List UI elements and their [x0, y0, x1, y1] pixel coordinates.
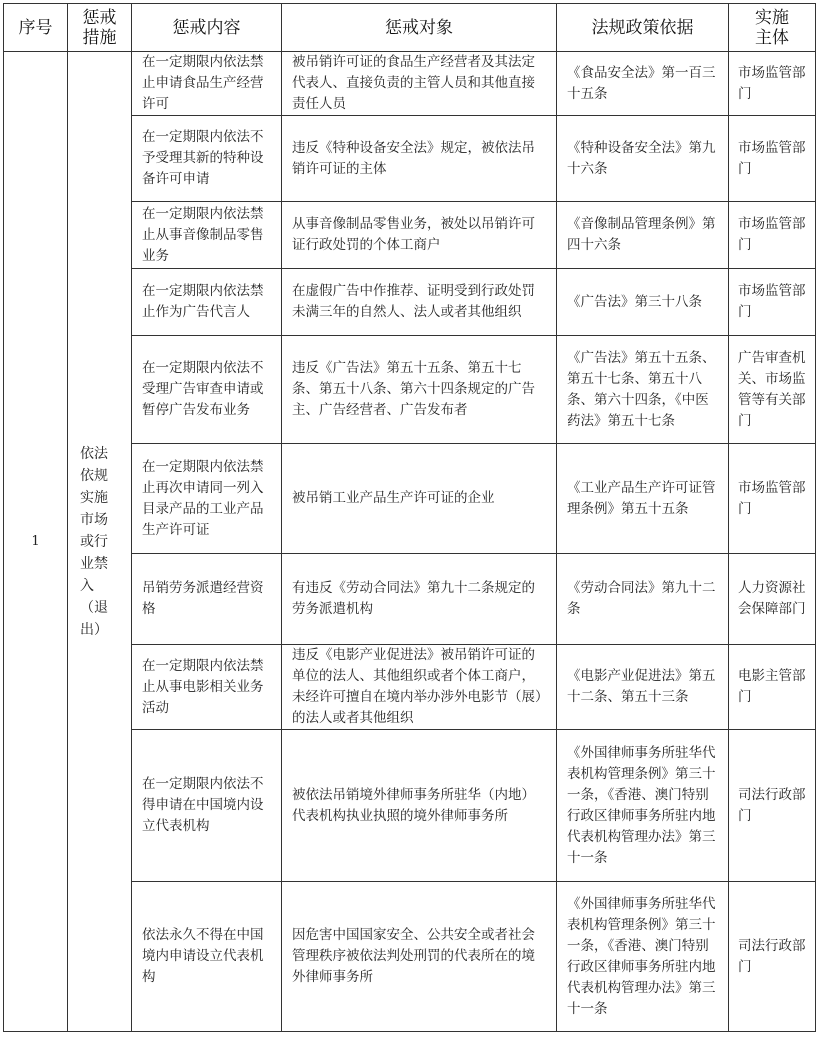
content-cell: 在一定期限内依法禁止作为广告代言人 — [132, 269, 282, 336]
target-cell: 违反《电影产业促进法》被吊销许可证的单位的法人、其他组织或者个体工商户，未经许可擅自在境内举办涉外电影节（展）的法人或者其他组织 — [282, 645, 557, 730]
header-target: 惩戒对象 — [282, 4, 557, 52]
basis-cell: 《工业产品生产许可证管理条例》第五十五条 — [557, 444, 729, 554]
basis-cell: 《广告法》第三十八条 — [557, 269, 729, 336]
subject-cell: 市场监管部门 — [729, 116, 816, 202]
seq-cell: 1 — [4, 52, 68, 1032]
content-cell: 在一定期限内依法禁止申请食品生产经营许可 — [132, 52, 282, 116]
target-cell: 违反《特种设备安全法》规定，被依法吊销许可证的主体 — [282, 116, 557, 202]
sanctions-table — [3, 3, 816, 1032]
subject-cell: 广告审查机关、市场监管等有关部门 — [729, 336, 816, 444]
target-cell: 违反《广告法》第五十五条、第五十七条、第五十八条、第六十四条规定的广告主、广告经营者、广告发布者 — [282, 336, 557, 444]
subject-cell: 人力资源社会保障部门 — [729, 554, 816, 645]
subject-cell: 市场监管部门 — [729, 444, 816, 554]
header-seq: 序号 — [4, 4, 68, 52]
subject-cell: 司法行政部门 — [729, 882, 816, 1032]
target-cell: 被依法吊销境外律师事务所驻华（内地）代表机构执业执照的境外律师事务所 — [282, 730, 557, 882]
basis-cell: 《广告法》第五十五条、第五十七条、第五十八条、第六十四条，《中医药法》第五十七条 — [557, 336, 729, 444]
basis-cell: 《电影产业促进法》第五十二条、第五十三条 — [557, 645, 729, 730]
content-cell: 在一定期限内依法不予受理其新的特种设备许可申请 — [132, 116, 282, 202]
header-basis: 法规政策依据 — [557, 4, 729, 52]
target-cell: 有违反《劳动合同法》第九十二条规定的劳务派遣机构 — [282, 554, 557, 645]
table-row — [4, 52, 816, 116]
basis-cell: 《特种设备安全法》第九十六条 — [557, 116, 729, 202]
target-cell: 被吊销工业产品生产许可证的企业 — [282, 444, 557, 554]
basis-cell: 《外国律师事务所驻华代表机构管理条例》第三十一条，《香港、澳门特别行政区律师事务所驻内地代表机构管理办法》第三十一条 — [557, 730, 729, 882]
content-cell: 在一定期限内依法禁止从事音像制品零售业务 — [132, 202, 282, 269]
target-cell: 因危害中国国家安全、公共安全或者社会管理秩序被依法判处刑罚的代表所在的境外律师事务所 — [282, 882, 557, 1032]
header-content: 惩戒内容 — [132, 4, 282, 52]
subject-cell: 电影主管部门 — [729, 645, 816, 730]
target-cell: 从事音像制品零售业务，被处以吊销许可证行政处罚的个体工商户 — [282, 202, 557, 269]
content-cell: 在一定期限内依法不受理广告审查申请或暂停广告发布业务 — [132, 336, 282, 444]
header-row — [4, 4, 816, 52]
subject-cell: 司法行政部门 — [729, 730, 816, 882]
basis-cell: 《食品安全法》第一百三十五条 — [557, 52, 729, 116]
content-cell: 依法永久不得在中国境内申请设立代表机构 — [132, 882, 282, 1032]
subject-cell: 市场监管部门 — [729, 269, 816, 336]
content-cell: 吊销劳务派遣经营资格 — [132, 554, 282, 645]
content-cell: 在一定期限内依法不得申请在中国境内设立代表机构 — [132, 730, 282, 882]
subject-cell: 市场监管部门 — [729, 202, 816, 269]
basis-cell: 《劳动合同法》第九十二条 — [557, 554, 729, 645]
table-header — [4, 4, 816, 52]
target-cell: 被吊销许可证的食品生产经营者及其法定代表人、直接负责的主管人员和其他直接责任人员 — [282, 52, 557, 116]
content-cell: 在一定期限内依法禁止从事电影相关业务活动 — [132, 645, 282, 730]
target-cell: 在虚假广告中作推荐、证明受到行政处罚未满三年的自然人、法人或者其他组织 — [282, 269, 557, 336]
subject-cell: 市场监管部门 — [729, 52, 816, 116]
header-subject: 实施主体 — [729, 4, 816, 52]
header-measure: 惩戒措施 — [68, 4, 132, 52]
measure-cell: 依法依规实施市场或行业禁入（退出） — [68, 52, 132, 1032]
table-body — [4, 52, 816, 1032]
content-cell: 在一定期限内依法禁止再次申请同一列入目录产品的工业产品生产许可证 — [132, 444, 282, 554]
basis-cell: 《外国律师事务所驻华代表机构管理条例》第三十一条，《香港、澳门特别行政区律师事务所驻内地代表机构管理办法》第三十一条 — [557, 882, 729, 1032]
basis-cell: 《音像制品管理条例》第四十六条 — [557, 202, 729, 269]
